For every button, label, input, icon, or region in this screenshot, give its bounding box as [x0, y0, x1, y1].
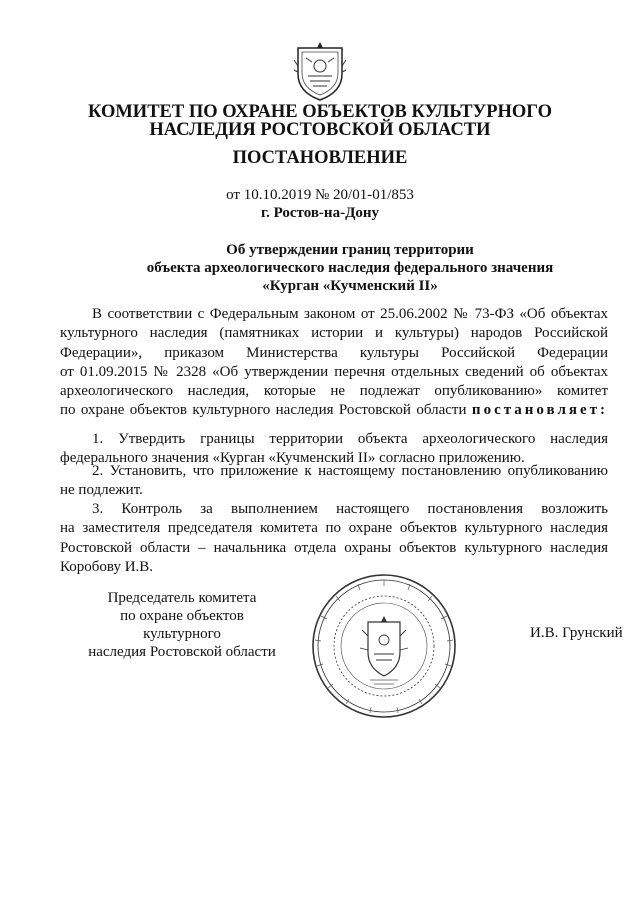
preamble-paragraph — [60, 305, 608, 421]
document-city: г. Ростов-на-Дону — [260, 205, 380, 221]
item-3-line: 3. Контроль за выполнением настоящего постановления возложить — [92, 501, 608, 517]
rostov-region-coat-of-arms-icon — [292, 40, 348, 102]
preamble-line: археологического наследия, которые не подлежат опубликованию» комитет — [60, 383, 608, 400]
preamble-line: В соответствии с Федеральным законом от 25.06.2002 № 73-ФЗ «Об объектах — [92, 306, 608, 322]
signatory-position — [82, 589, 282, 661]
item-1-line: 1. Утвердить границы территории объекта археологического наследия — [92, 431, 608, 447]
document-type-title: ПОСТАНОВЛЕНИЕ — [232, 148, 408, 168]
organization-name-line-2: НАСЛЕДИЯ РОСТОВСКОЙ ОБЛАСТИ — [149, 120, 491, 140]
document-subject-line-3: «Курган «Кучменский II» — [262, 278, 438, 294]
document-date-number: от 10.10.2019 № 20/01-01/853 — [226, 187, 414, 203]
item-3-line: на заместителя председателя комитета по охране объектов культурного наследия — [60, 520, 608, 537]
preamble-line: Федерации», приказом Министерства культуры Российской Федерации — [60, 344, 608, 361]
item-3-line: Ростовской области – начальника отдела охраны объектов культурного наследия — [60, 539, 608, 556]
signatory-name: И.В. Грунский — [530, 625, 623, 641]
signatory-position-line: Председатель комитета — [107, 590, 257, 606]
item-3-paragraph — [60, 500, 608, 577]
item-2-line: 2. Установить, что приложение к настоящему постановлению опубликованию — [92, 463, 608, 479]
organization-name-line-1: КОМИТЕТ ПО ОХРАНЕ ОБЪЕКТОВ КУЛЬТУРНОГО — [88, 102, 552, 122]
item-2-line: не подлежит. — [60, 482, 143, 499]
item-3-line: Коробову И.В. — [60, 558, 154, 575]
preamble-line: культурного наследия (памятниках истории и культуры) народов Российской — [60, 325, 608, 342]
signatory-position-line: по охране объектов культурного — [120, 608, 244, 642]
item-2-paragraph — [60, 462, 608, 501]
preamble-final-line — [60, 401, 608, 420]
resolves-keyword: постановляет: — [471, 402, 608, 419]
preamble-line: от 01.09.2015 № 2328 «Об утверждении перечня отдельных сведений об объектах — [60, 363, 608, 380]
signatory-position-line: наследия Ростовской области — [88, 644, 276, 660]
preamble-line: по охране объектов культурного наследия Ростовской области — [60, 402, 467, 419]
document-subject-line-1: Об утверждении границ территории — [226, 242, 474, 258]
official-round-seal-icon — [310, 572, 458, 720]
item-1-line: федерального значения «Курган «Кучменский II» согласно приложению. — [60, 450, 525, 467]
document-subject-line-2: объекта археологического наследия федерального значения — [146, 260, 554, 276]
